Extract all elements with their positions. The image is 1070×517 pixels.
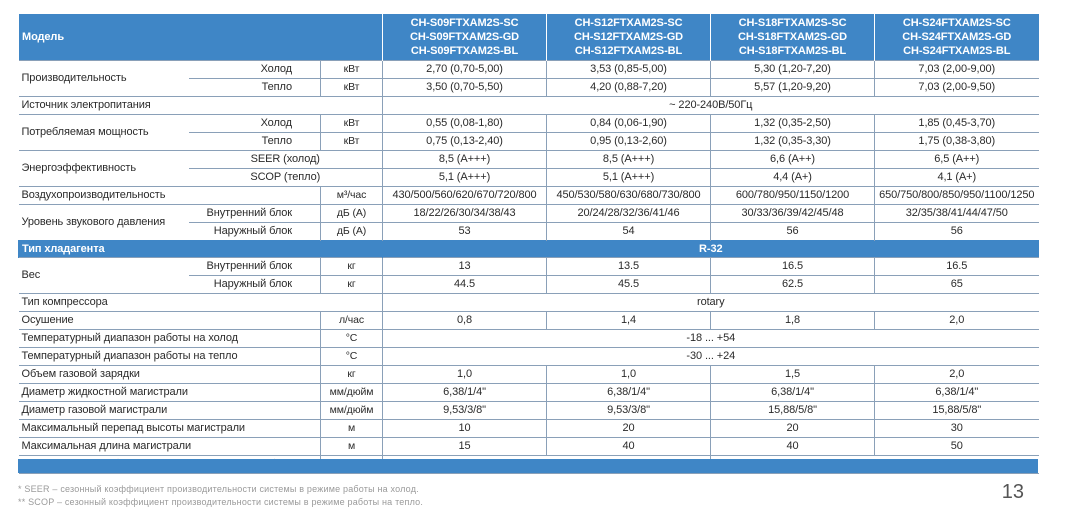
temp-heat-row [19, 348, 1039, 366]
value-cell: 6,38/1/4" [711, 384, 875, 402]
footnote-seer: * SEER – сезонный коэффициент производительности системы в режиме работы на холод. [18, 484, 419, 494]
value-cell: 20 [547, 420, 711, 438]
value-cell: 9,53/3/8" [383, 402, 547, 420]
refrigerant-label: Тип хладагента [19, 241, 383, 258]
value-cell: 1,75 (0,38-3,80) [875, 133, 1039, 151]
value-cell: 2,0 [875, 366, 1039, 384]
value-cell: 8,5 (A+++) [383, 151, 547, 169]
model-title: Модель [19, 14, 383, 61]
value-cell: 2,0 [875, 312, 1039, 330]
power-source-label: Источник электропитания [19, 97, 383, 115]
temp-cool-unit: °С [321, 330, 383, 348]
compressor-row [19, 294, 1039, 312]
gas-pipe-unit: мм/дюйм [321, 402, 383, 420]
power-input-cool-row [19, 115, 1039, 133]
power-input-heat-label: Тепло [189, 133, 321, 151]
dehumid-row [19, 312, 1039, 330]
value-cell: 54 [547, 223, 711, 241]
pipe-length-label: Максимальная длина магистрали [19, 438, 321, 456]
value-cell: 40 [547, 438, 711, 456]
value-cell: 4,4 (A+) [711, 169, 875, 187]
temp-cool-label: Температурный диапазон работы на холод [19, 330, 321, 348]
value-cell: 40 [711, 438, 875, 456]
noise-outdoor-label: Наружный блок [189, 223, 321, 241]
model-col-4: CH-S24FTXAM2S-SC CH-S24FTXAM2S-GD CH-S24FTXAM2S-BL [875, 14, 1039, 61]
value-cell: 6,38/1/4" [383, 384, 547, 402]
power-input-unit: кВт [321, 115, 383, 133]
weight-indoor-label: Внутренний блок [189, 258, 321, 276]
noise-unit: дБ (А) [321, 205, 383, 223]
value-cell: 0,8 [383, 312, 547, 330]
efficiency-seer-row [19, 151, 1039, 169]
value-cell: 430/500/560/620/670/720/800 [383, 187, 547, 205]
value-cell: 6,38/1/4" [875, 384, 1039, 402]
value-cell: 16.5 [711, 258, 875, 276]
height-diff-row [19, 420, 1039, 438]
model-col-1: CH-S09FTXAM2S-SC CH-S09FTXAM2S-GD CH-S09FTXAM2S-BL [383, 14, 547, 61]
value-cell: 44.5 [383, 276, 547, 294]
value-cell: 62.5 [711, 276, 875, 294]
value-cell: 30/33/36/39/42/45/48 [711, 205, 875, 223]
value-cell: 450/530/580/630/680/730/800 [547, 187, 711, 205]
airflow-unit: м³/час [321, 187, 383, 205]
value-cell: 56 [711, 223, 875, 241]
dehumid-label: Осушение [19, 312, 321, 330]
weight-unit: кг [321, 258, 383, 276]
value-cell: 0,75 (0,13-2,40) [383, 133, 547, 151]
capacity-cool-label: Холод [189, 61, 321, 79]
value-cell: 5,57 (1,20-9,20) [711, 79, 875, 97]
value-cell: 15 [383, 438, 547, 456]
refrigerant-row [19, 241, 1039, 258]
capacity-heat-label: Тепло [189, 79, 321, 97]
value-cell: 16.5 [875, 258, 1039, 276]
value-cell: 65 [875, 276, 1039, 294]
pipe-length-unit: м [321, 438, 383, 456]
value-cell: 7,03 (2,00-9,00) [875, 61, 1039, 79]
weight-unit: кг [321, 276, 383, 294]
value-cell: 0,95 (0,13-2,60) [547, 133, 711, 151]
value-cell: 1,0 [383, 366, 547, 384]
temp-heat-unit: °С [321, 348, 383, 366]
value-cell: 0,84 (0,06-1,90) [547, 115, 711, 133]
compressor-label: Тип компрессора [19, 294, 383, 312]
value-cell: 650/750/800/850/950/1100/1250 [875, 187, 1039, 205]
value-cell: 15,88/5/8" [711, 402, 875, 420]
value-cell: 6,38/1/4" [547, 384, 711, 402]
value-cell: 7,03 (2,00-9,50) [875, 79, 1039, 97]
noise-indoor-row [19, 205, 1039, 223]
value-cell: 1,0 [547, 366, 711, 384]
airflow-row [19, 187, 1039, 205]
value-cell: 0,55 (0,08-1,80) [383, 115, 547, 133]
value-cell: 2,70 (0,70-5,00) [383, 61, 547, 79]
page-number: 13 [1001, 481, 1024, 503]
power-input-cool-label: Холод [189, 115, 321, 133]
gas-charge-label: Объем газовой зарядки [19, 366, 321, 384]
capacity-unit: кВт [321, 61, 383, 79]
value-cell: 8,5 (A+++) [547, 151, 711, 169]
value-cell: 1,8 [711, 312, 875, 330]
power-input-unit: кВт [321, 133, 383, 151]
value-cell: 9,53/3/8" [547, 402, 711, 420]
gas-pipe-row [19, 402, 1039, 420]
header-row [19, 14, 1039, 61]
capacity-label: Производительность [19, 61, 189, 97]
value-cell: 50 [875, 438, 1039, 456]
value-cell: 4,20 (0,88-7,20) [547, 79, 711, 97]
efficiency-label: Энергоэффективность [19, 151, 189, 187]
value-cell: 3,53 (0,85-5,00) [547, 61, 711, 79]
power-source-row [19, 97, 1039, 115]
liquid-pipe-row [19, 384, 1039, 402]
value-cell: 20 [711, 420, 875, 438]
temp-cool-value: -18 ... +54 [383, 330, 1039, 348]
value-cell: 6,6 (A++) [711, 151, 875, 169]
value-cell: 1,32 (0,35-3,30) [711, 133, 875, 151]
capacity-cool-row [19, 61, 1039, 79]
temp-heat-value: -30 ... +24 [383, 348, 1039, 366]
value-cell: 15,88/5/8" [875, 402, 1039, 420]
noise-indoor-label: Внутренний блок [189, 205, 321, 223]
weight-label: Вес [19, 258, 189, 294]
temp-cool-row [19, 330, 1039, 348]
value-cell: 600/780/950/1150/1200 [711, 187, 875, 205]
value-cell: 4,1 (A+) [875, 169, 1039, 187]
liquid-pipe-unit: мм/дюйм [321, 384, 383, 402]
value-cell: 1,32 (0,35-2,50) [711, 115, 875, 133]
value-cell: 5,1 (A+++) [547, 169, 711, 187]
value-cell: 53 [383, 223, 547, 241]
value-cell: 30 [875, 420, 1039, 438]
value-cell: 1,4 [547, 312, 711, 330]
height-diff-label: Максимальный перепад высоты магистрали [19, 420, 321, 438]
power-input-label: Потребляемая мощность [19, 115, 189, 151]
value-cell: 20/24/28/32/36/41/46 [547, 205, 711, 223]
value-cell: 32/35/38/41/44/47/50 [875, 205, 1039, 223]
refrigerant-value: R-32 [383, 241, 1039, 258]
gas-charge-row [19, 366, 1039, 384]
noise-unit: дБ (А) [321, 223, 383, 241]
height-diff-unit: м [321, 420, 383, 438]
value-cell: 1,5 [711, 366, 875, 384]
seer-label: SEER (холод) [189, 151, 383, 169]
liquid-pipe-label: Диаметр жидкостной магистрали [19, 384, 321, 402]
noise-label: Уровень звукового давления [19, 205, 189, 241]
capacity-unit: кВт [321, 79, 383, 97]
value-cell: 13 [383, 258, 547, 276]
value-cell: 1,85 (0,45-3,70) [875, 115, 1039, 133]
value-cell: 5,1 (A+++) [383, 169, 547, 187]
scop-label: SCOP (тепло) [189, 169, 383, 187]
value-cell: 56 [875, 223, 1039, 241]
airflow-label: Воздухопроизводительность [19, 187, 321, 205]
value-cell: 18/22/26/30/34/38/43 [383, 205, 547, 223]
dehumid-unit: л/час [321, 312, 383, 330]
value-cell: 13.5 [547, 258, 711, 276]
footer-bar [18, 459, 1038, 473]
footnote-scop: ** SCOP – сезонный коэффициент производительности системы в режиме работы на тепло. [18, 497, 424, 507]
value-cell: 45.5 [547, 276, 711, 294]
weight-indoor-row [19, 258, 1039, 276]
temp-heat-label: Температурный диапазон работы на тепло [19, 348, 321, 366]
spec-table [18, 14, 1039, 474]
weight-outdoor-label: Наружный блок [189, 276, 321, 294]
compressor-value: rotary [383, 294, 1039, 312]
pipe-length-row [19, 438, 1039, 456]
value-cell: 5,30 (1,20-7,20) [711, 61, 875, 79]
model-col-2: CH-S12FTXAM2S-SC CH-S12FTXAM2S-GD CH-S12FTXAM2S-BL [547, 14, 711, 61]
model-col-3: CH-S18FTXAM2S-SC CH-S18FTXAM2S-GD CH-S18FTXAM2S-BL [711, 14, 875, 61]
power-source-value: ~ 220-240В/50Гц [383, 97, 1039, 115]
value-cell: 3,50 (0,70-5,50) [383, 79, 547, 97]
gas-charge-unit: кг [321, 366, 383, 384]
value-cell: 6,5 (A++) [875, 151, 1039, 169]
value-cell: 10 [383, 420, 547, 438]
gas-pipe-label: Диаметр газовой магистрали [19, 402, 321, 420]
